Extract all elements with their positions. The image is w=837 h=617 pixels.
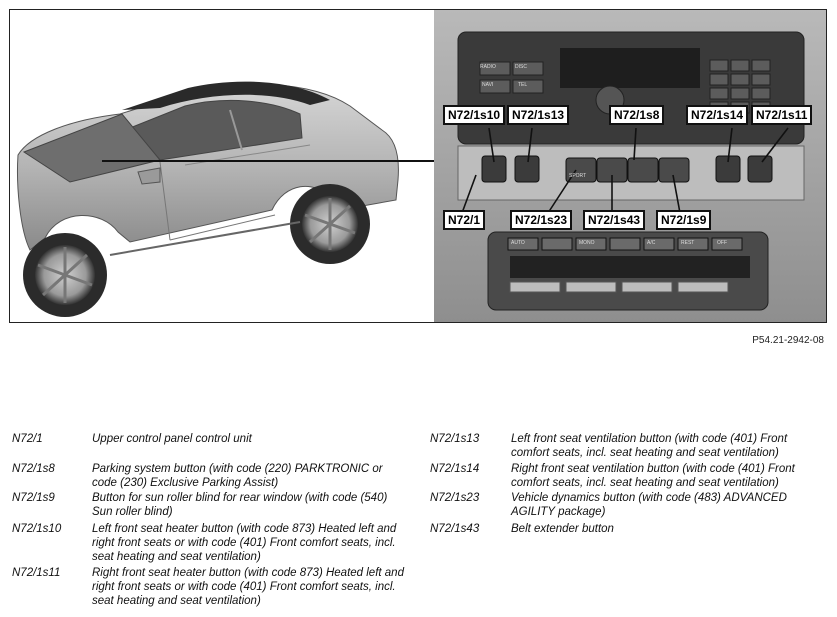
rest-button-label: REST xyxy=(681,240,695,246)
legend-desc: Parking system button (with code (220) PARKTRONIC or code (230) Exclusive Parking Assist) xyxy=(92,463,383,489)
sport-button-label: SPORT xyxy=(569,173,587,179)
legend-code: N72/1 xyxy=(12,433,43,445)
callout-n72-1s8: N72/1s8 xyxy=(609,105,664,125)
callout-n72-1s10: N72/1s10 xyxy=(443,105,505,125)
control-panel-photo xyxy=(434,10,827,323)
legend-code: N72/1s14 xyxy=(430,463,480,475)
legend-desc: Upper control panel control unit xyxy=(92,433,252,445)
callout-n72-1s13: N72/1s13 xyxy=(507,105,569,125)
legend-code: N72/1s10 xyxy=(12,523,62,535)
auto-button-label: AUTO xyxy=(511,240,525,246)
figure-frame xyxy=(9,9,827,323)
disc-button-label: DISC xyxy=(515,64,527,70)
legend-desc: Button for sun roller blind for rear window (with code (540) Sun roller blind) xyxy=(92,492,388,518)
off-button-label: OFF xyxy=(717,240,727,246)
callout-n72-1s11: N72/1s11 xyxy=(751,105,812,125)
callout-n72-1s23: N72/1s23 xyxy=(510,210,572,230)
legend-code: N72/1s11 xyxy=(12,567,61,579)
mono-button-label: MONO xyxy=(579,240,595,246)
legend-code: N72/1s9 xyxy=(12,492,55,504)
legend-desc: Right front seat heater button (with code 873) Heated left and right front seats or with code (401) Front comfort seats, incl. seat heating and seat ventilation) xyxy=(92,567,404,607)
legend-desc: Left front seat heater button (with code 873) Heated left and right front seats or with code (401) Front comfort seats, incl. seat heating and seat ventilation) xyxy=(92,523,397,563)
tel-button-label: TEL xyxy=(518,82,528,88)
legend-code: N72/1s43 xyxy=(430,523,480,535)
radio-button-label: RADIO xyxy=(480,64,496,70)
figure-id: P54.21-2942-08 xyxy=(752,335,824,346)
ac-button-label: A/C xyxy=(647,240,656,246)
figure-illustration xyxy=(10,10,827,323)
callout-n72-1s43: N72/1s43 xyxy=(583,210,645,230)
callout-n72-1s14: N72/1s14 xyxy=(686,105,748,125)
legend-code: N72/1s23 xyxy=(430,492,480,504)
car-illustration xyxy=(18,82,399,317)
navi-button-label: NAVI xyxy=(482,82,494,88)
legend-code: N72/1s13 xyxy=(430,433,480,445)
callout-n72-1: N72/1 xyxy=(443,210,485,230)
callout-n72-1s9: N72/1s9 xyxy=(656,210,711,230)
legend-desc: Right front seat ventilation button (with code (401) Front comfort seats, incl. seat heating and seat ventilation) xyxy=(511,463,795,489)
legend-code: N72/1s8 xyxy=(12,463,55,475)
legend-desc: Belt extender button xyxy=(511,523,614,535)
legend-desc: Vehicle dynamics button (with code (483) ADVANCED AGILITY package) xyxy=(511,492,787,518)
legend-desc: Left front seat ventilation button (with code (401) Front comfort seats, incl. seat heating and seat ventilation) xyxy=(511,433,788,459)
